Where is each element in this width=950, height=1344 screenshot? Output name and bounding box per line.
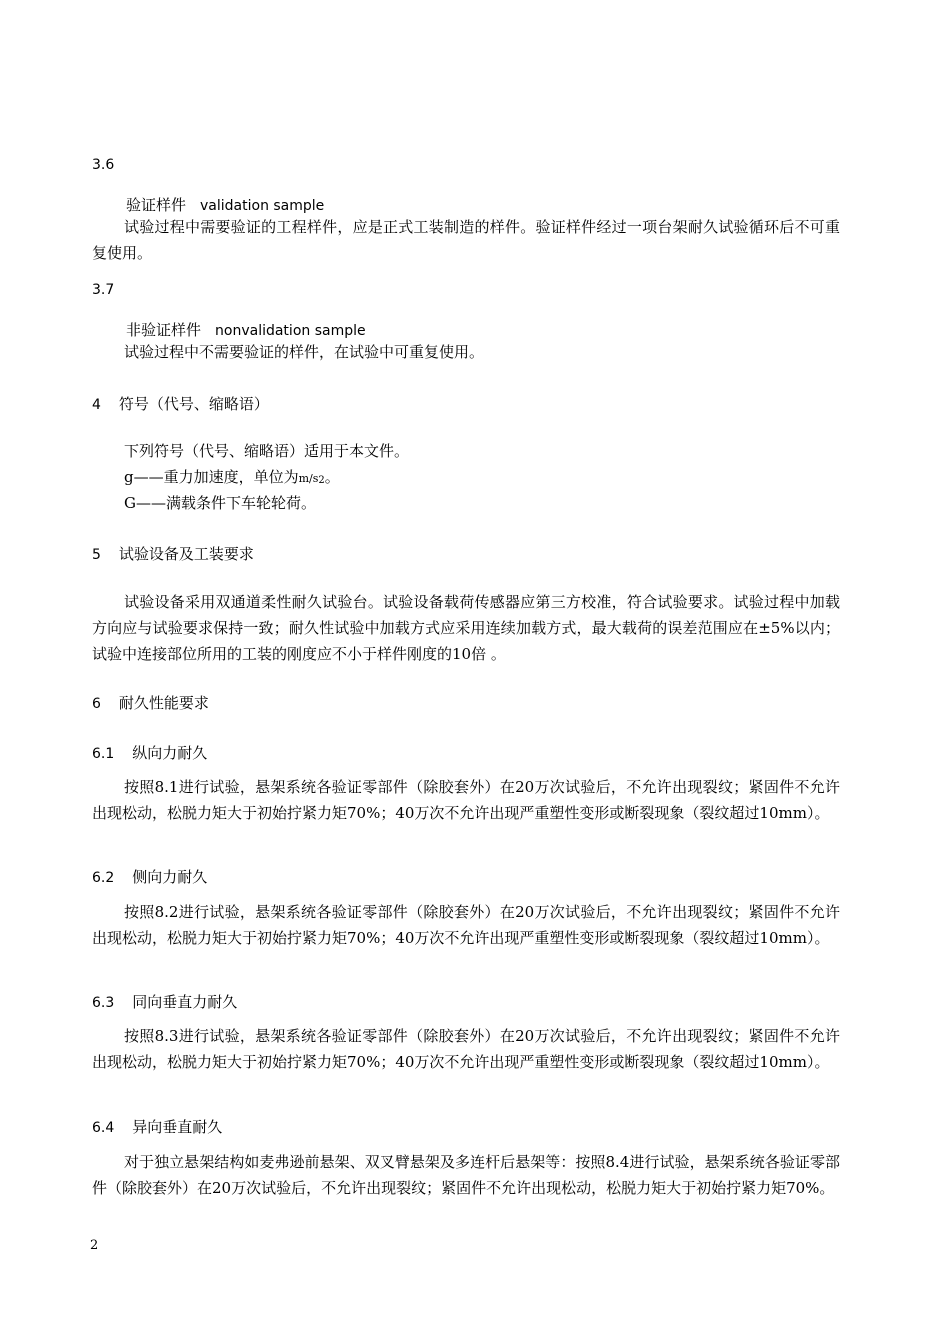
clause-3-6-definition: 试验过程中需要验证的工程样件，应是正式工装制造的样件。验证样件经过一项台架耐久试验循环后不可重复使用。 — [92, 218, 840, 262]
section-number: 6 — [92, 696, 101, 712]
symbol-g-text: g——重力加速度，单位为 — [124, 468, 299, 486]
term-zh: 非验证样件 — [126, 321, 202, 339]
clause-3-6-term — [126, 194, 950, 215]
section-6-3-heading — [92, 991, 950, 1012]
section-number: 6.2 — [92, 870, 115, 886]
section-6-4-text: 对于独立悬架结构如麦弗逊前悬架、双叉臂悬架及多连杆后悬架等：按照8.4进行试验，悬架系统各验证零部件（除胶套外）在20万次试验后，不允许出现裂纹；紧固件不允许出现松动，松脱力矩大于初始拧紧力矩70%。 — [92, 1153, 840, 1197]
section-6-2-heading — [92, 866, 950, 887]
section-title: 异向垂直耐久 — [132, 1118, 223, 1136]
section-5-text: 试验设备采用双通道柔性耐久试验台。试验设备载荷传感器应第三方校准，符合试验要求。试验过程中加载方向应与试验要求保持一致；耐久性试验中加载方式应采用连续加载方式，最大载荷的误差范围应在±5%以内；试验中连接部位所用的工装的刚度应不小于样件刚度的10倍 。 — [92, 593, 840, 663]
section-6-1-text: 按照8.1进行试验，悬架系统各验证零部件（除胶套外）在20万次试验后，不允许出现裂纹；紧固件不允许出现松动，松脱力矩大于初始拧紧力矩70%；40万次不允许出现严重塑性变形或断裂现象（裂纹超过10mm）。 — [92, 778, 840, 822]
section-number: 6.1 — [92, 746, 115, 762]
section-title: 侧向力耐久 — [132, 868, 208, 886]
section-number: 4 — [92, 397, 101, 413]
section-4-heading — [92, 393, 950, 414]
section-number: 6.4 — [92, 1120, 115, 1136]
section-6-3-text: 按照8.3进行试验，悬架系统各验证零部件（除胶套外）在20万次试验后，不允许出现裂纹；紧固件不允许出现松动，松脱力矩大于初始拧紧力矩70%；40万次不允许出现严重塑性变形或断裂现象（裂纹超过10mm）。 — [92, 1027, 840, 1071]
section-title: 耐久性能要求 — [118, 694, 209, 712]
symbol-g-unit: m/s — [298, 472, 319, 485]
clause-3-7-term — [126, 319, 950, 340]
symbol-g-end: 。 — [324, 468, 340, 486]
section-4-intro: 下列符号（代号、缩略语）适用于本文件。 — [124, 442, 410, 460]
symbol-g-unit-exponent: 2 — [318, 475, 325, 486]
section-6-heading — [92, 692, 950, 713]
section-title: 试验设备及工装要求 — [118, 545, 254, 563]
clause-3-7-definition: 试验过程中不需要验证的样件，在试验中可重复使用。 — [124, 343, 485, 361]
page-number: 2 — [90, 1238, 99, 1253]
symbol-G-definition: G——满载条件下车轮轮荷。 — [124, 494, 316, 512]
term-en: validation sample — [200, 198, 325, 214]
clause-3-6-number: 3.6 — [92, 157, 115, 173]
section-number: 5 — [92, 547, 101, 563]
section-number: 6.3 — [92, 995, 115, 1011]
section-5-heading — [92, 543, 950, 564]
section-title: 纵向力耐久 — [132, 744, 208, 762]
term-zh: 验证样件 — [126, 196, 187, 214]
clause-3-7-number: 3.7 — [92, 282, 115, 298]
term-en: nonvalidation sample — [215, 323, 366, 339]
section-title: 符号（代号、缩略语） — [118, 395, 269, 413]
section-6-4-heading — [92, 1116, 950, 1137]
section-title: 同向垂直力耐久 — [132, 993, 238, 1011]
section-6-2-text: 按照8.2进行试验，悬架系统各验证零部件（除胶套外）在20万次试验后，不允许出现裂纹；紧固件不允许出现松动，松脱力矩大于初始拧紧力矩70%；40万次不允许出现严重塑性变形或断裂现象（裂纹超过10mm）。 — [92, 903, 840, 947]
section-6-1-heading — [92, 742, 950, 763]
